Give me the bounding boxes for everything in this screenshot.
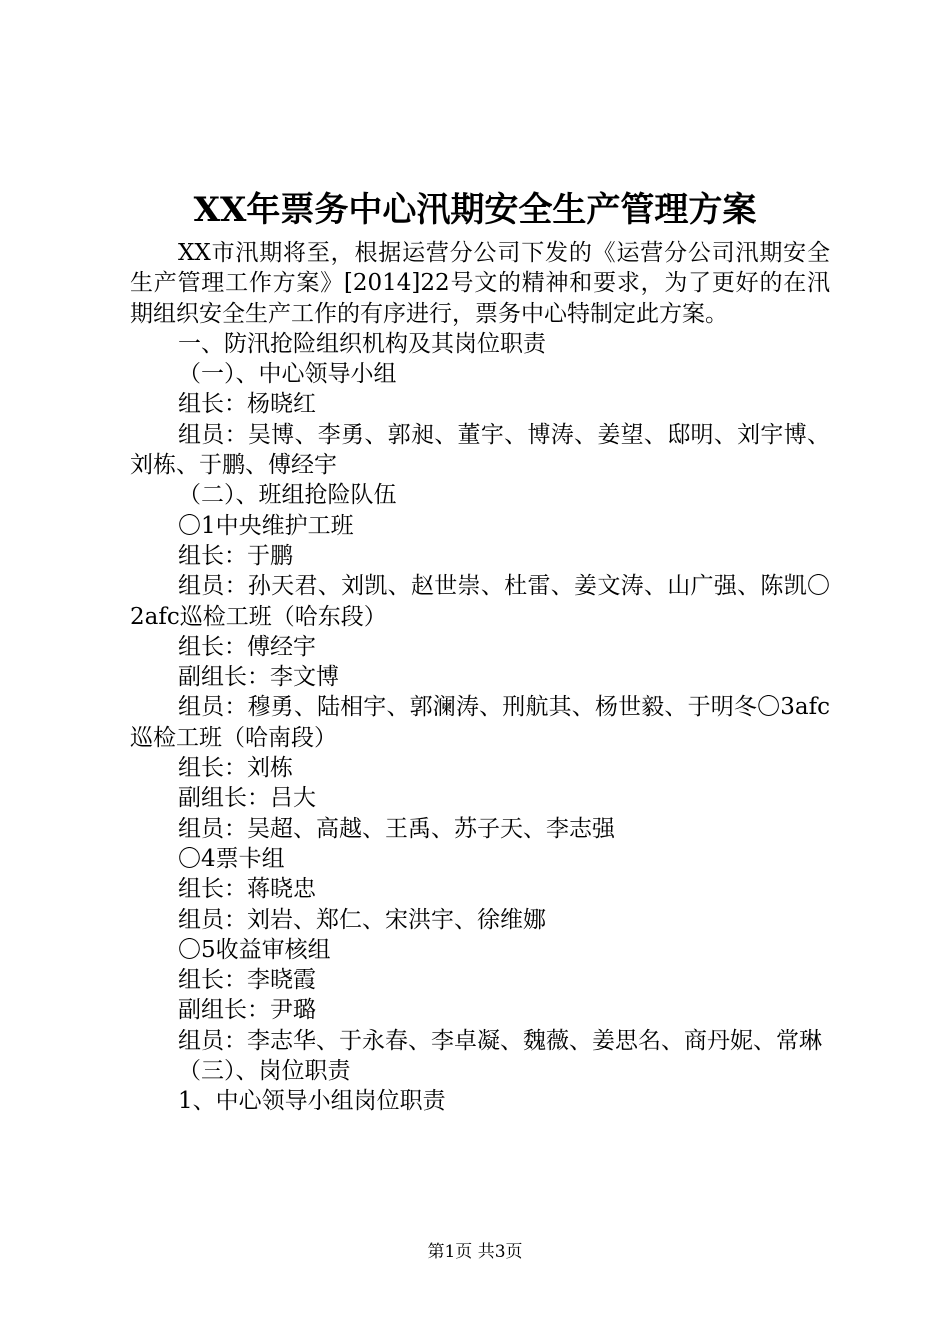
paragraph-deputy-leader: 副组长：尹璐 [178,997,316,1024]
paragraph-leader: 组长：刘栋 [178,755,293,782]
document-title: XX年票务中心汛期安全生产管理方案 [193,190,757,230]
page-footer: 第1页 共3页 [427,1242,523,1262]
paragraph-deputy-leader: 副组长：李文博 [178,664,339,691]
paragraph-members: 组员：李志华、于永春、李卓凝、魏薇、姜思名、商丹妮、常琳 [178,1027,822,1054]
paragraph-intro: XX市汛期将至，根据运营分公司下发的《运营分公司汛期安全生产管理工作方案》[2014]22号文的精神和要求，为了更好的在汛期组织安全生产工作的有序进行，票务中心特制定此方案。 [130,240,830,327]
paragraph-leader: 组长：李晓霞 [178,967,316,994]
paragraph-deputy-leader: 副组长：吕大 [178,785,316,812]
paragraph-members: 组员：吴超、高越、王禹、苏子天、李志强 [178,815,615,842]
paragraph-team-4: 〇4票卡组 [178,845,285,872]
paragraph-members: 组员：穆勇、陆相宇、郭澜涛、刑航其、杨世毅、于明冬〇3afc巡检工班（哈南段） [130,694,830,751]
paragraph-team-1: 〇1中央维护工班 [178,512,354,539]
paragraph-subsection-1: （一）、中心领导小组 [178,361,397,388]
paragraph-section-heading: 一、防汛抢险组织机构及其岗位职责 [178,330,546,357]
paragraph-item-1: 1、中心领导小组岗位职责 [178,1088,446,1115]
paragraph-leader: 组长：傅经宇 [178,633,316,660]
document-body [130,238,830,1117]
paragraph-members: 组员：吴博、李勇、郭昶、董宇、博涛、姜望、邸明、刘宇博、刘栋、于鹏、傅经宇 [130,421,830,479]
paragraph-team-5: 〇5收益审核组 [178,936,331,963]
paragraph-leader: 组长：蒋晓忠 [178,876,316,903]
paragraph-subsection-3: （三）、岗位职责 [178,1058,351,1085]
paragraph-subsection-2: （二）、班组抢险队伍 [178,482,397,509]
paragraph-leader: 组长：杨晓红 [178,391,316,418]
paragraph-members: 组员：孙天君、刘凯、赵世崇、杜雷、姜文涛、山广强、陈凯〇2afc巡检工班（哈东段） [130,573,830,630]
paragraph-members: 组员：刘岩、郑仁、宋洪宇、徐维娜 [178,906,546,933]
paragraph-leader: 组长：于鹏 [178,542,293,569]
